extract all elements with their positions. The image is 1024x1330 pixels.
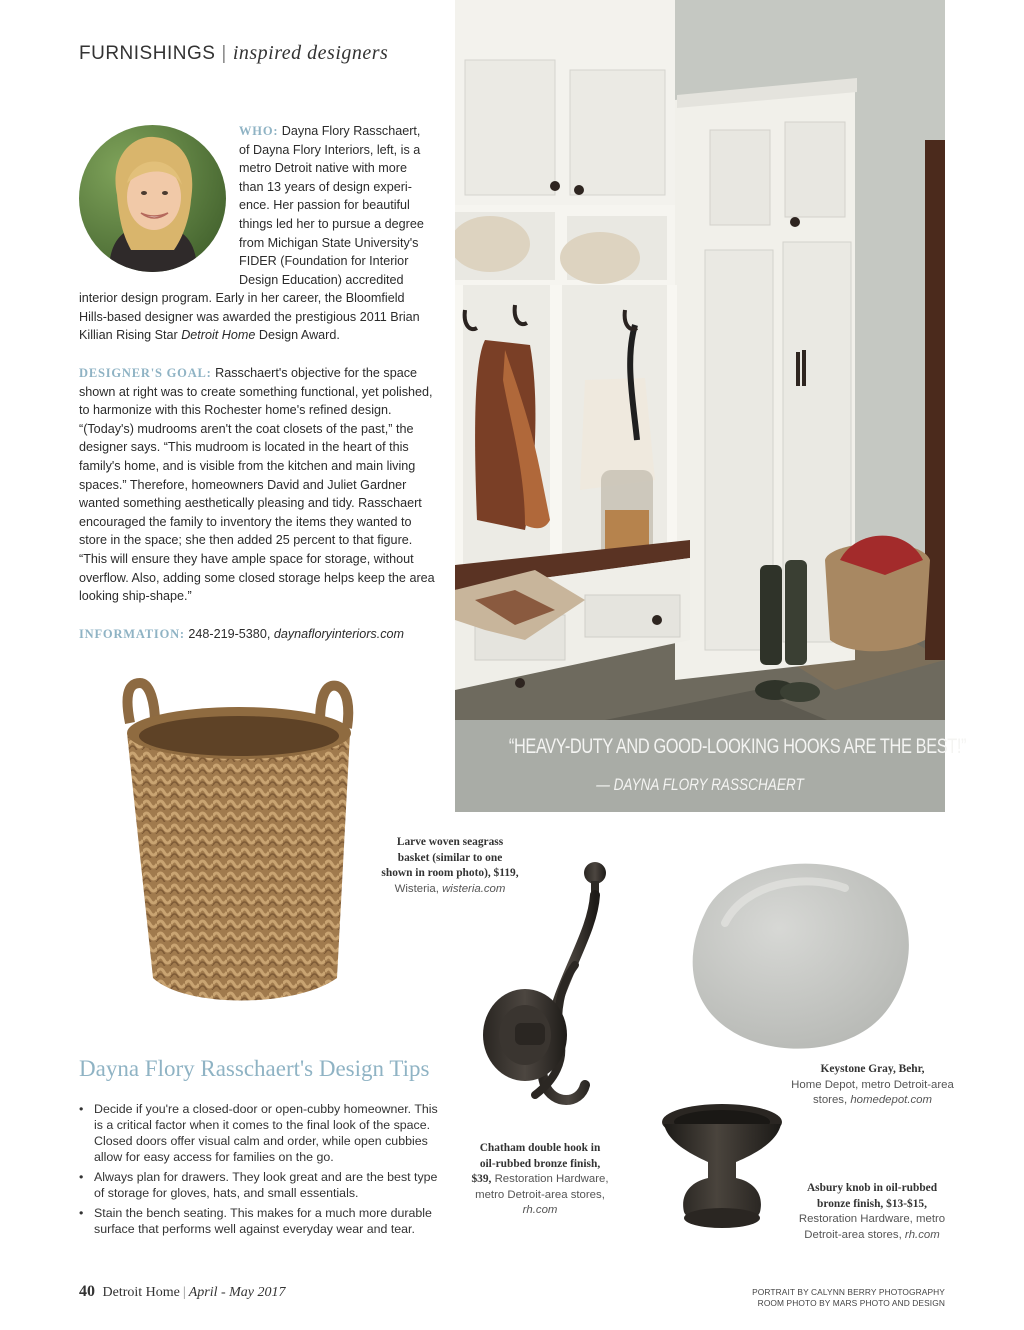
hook-name: Chatham double hook in (479, 1142, 601, 1154)
goal-paragraph (79, 364, 441, 606)
portrait-credit: PORTRAIT BY CALYNN BERRY PHOTOGRAPHY (752, 1287, 945, 1297)
list-item: • Always plan for drawers. They look great and are the best type of storage for gloves, hats, and small essentials. (79, 1169, 449, 1201)
who-line: of Dayna Flory Interiors, left, is a (239, 142, 421, 157)
who-line: Dayna Flory Rasschaert, (278, 124, 421, 138)
list-item: • Decide if you're a closed-door or open-cubby homeowner. This is a critical factor when it comes to the final look of the space. Closed doors offer visual calm and order, while open cubbies allow for easy access for families on the go. (79, 1101, 449, 1165)
goal-label: DESIGNER'S GOAL: (79, 366, 212, 380)
design-tips-list (79, 1101, 449, 1241)
hook-website: rh.com (522, 1204, 558, 1216)
who-line: Design Education) accredited (239, 272, 404, 287)
header-separator: | (221, 43, 227, 64)
room-photo-credit: ROOM PHOTO BY MARS PHOTO AND DESIGN (757, 1298, 945, 1308)
basket-website: wisteria.com (442, 882, 506, 895)
basket-name: shown in room photo), $119, (381, 867, 519, 879)
phone-number: 248-219-5380, (184, 627, 274, 641)
hook-price-source: $39, Restoration Hardware, (471, 1173, 609, 1185)
knob-source: Restoration Hardware, metro (798, 1213, 946, 1225)
who-line: Killian Rising Star Detroit Home Design Award. (79, 328, 340, 343)
hook-source: metro Detroit-area stores, (475, 1188, 605, 1201)
magazine-name: Detroit Home (181, 328, 256, 343)
section-subtitle: inspired designers (232, 42, 389, 64)
who-paragraph-bottom (79, 289, 451, 345)
basket-source: Wisteria, wisteria.com (394, 882, 506, 895)
seagrass-basket-image (115, 678, 360, 1008)
designer-portrait (79, 125, 226, 272)
knob-name: bronze finish, $13-$15, (817, 1197, 927, 1210)
basket-name: Larve woven seagrass (396, 836, 504, 848)
double-hook-image (475, 855, 645, 1135)
who-line: metro Detroit native with more (239, 161, 407, 176)
issue-date: April - May 2017 (188, 1285, 286, 1300)
section-name: FURNISHINGS (79, 43, 216, 64)
knob-name: Asbury knob in oil-rubbed (806, 1182, 938, 1194)
pull-quote: “HEAVY-DUTY AND GOOD-LOOKING HOOKS ARE THE BEST!” (508, 735, 967, 758)
page-number: 40 (79, 1283, 95, 1300)
quote-band (455, 720, 967, 812)
magazine-title: Detroit Home (102, 1285, 180, 1300)
who-label: WHO: (239, 124, 279, 138)
paint-name: Keystone Gray, Behr, (820, 1063, 925, 1075)
footer-separator: | (182, 1285, 186, 1300)
who-line: FIDER (Foundation for Interior (239, 254, 409, 269)
who-line: interior design program. Early in her career, the Bloomfield (79, 291, 405, 305)
knob-source: Detroit-area stores, rh.com (804, 1228, 940, 1241)
paint-caption (785, 1062, 960, 1109)
knob-image (660, 1100, 785, 1235)
basket-name: basket (similar to one (397, 851, 503, 864)
who-paragraph-top (239, 122, 449, 289)
hook-caption (470, 1141, 610, 1219)
who-line: things led her to pursue a degree (239, 216, 424, 231)
hook-price: $39, (471, 1173, 492, 1185)
mudroom-photo (455, 0, 967, 812)
paint-website: homedepot.com (850, 1094, 933, 1106)
who-line: Hills-based designer was awarded the prestigious 2011 Brian (79, 309, 420, 324)
who-line: from Michigan State University's (239, 235, 419, 250)
section-header (79, 42, 388, 65)
information-line (79, 625, 451, 644)
knob-website: rh.com (904, 1228, 940, 1241)
hook-name: oil-rubbed bronze finish, (479, 1157, 601, 1170)
information-label: INFORMATION: (79, 627, 185, 641)
paint-source: Home Depot, metro Detroit-area (791, 1078, 954, 1091)
page-footer (79, 1283, 286, 1301)
goal-text: Rasschaert's objective for the space shown at right was to create something functional, yet polished, to harmonize with this Rochester home's refined design. “(Today's) mudrooms aren't the coat closets of the past,” the designer says. “This mudroom is located in the heart of this family's home, and is visible from the kitchen and main living spaces.” Therefore, homeowners David and Juliet Gardner wanted something aesthetically pleasing and tidy. Rasschaert encouraged the family to inventory the items they wanted to store in the space; she then added 25 percent to that figure. “This will ensure they have ample space for storage, without overflow. Also, adding some closed storage helps keep the area looking ship-shape.” (79, 366, 435, 604)
who-line: ence. Her passion for beautiful (239, 198, 410, 213)
who-line: than 13 years of design experi- (239, 179, 412, 194)
paint-source: stores, homedepot.com (812, 1094, 933, 1106)
photo-credits (752, 1287, 945, 1309)
website-link[interactable]: daynafloryinteriors.com (273, 627, 405, 641)
knob-caption (792, 1181, 952, 1243)
paint-swatch-image (685, 853, 915, 1053)
design-tips-title: Dayna Flory Rasschaert's Design Tips (79, 1056, 430, 1081)
list-item: • Stain the bench seating. This makes for a much more durable surface that performs well against everyday wear and tear. (79, 1205, 449, 1237)
quote-author: — DAYNA FLORY RASSCHAERT (596, 775, 804, 794)
